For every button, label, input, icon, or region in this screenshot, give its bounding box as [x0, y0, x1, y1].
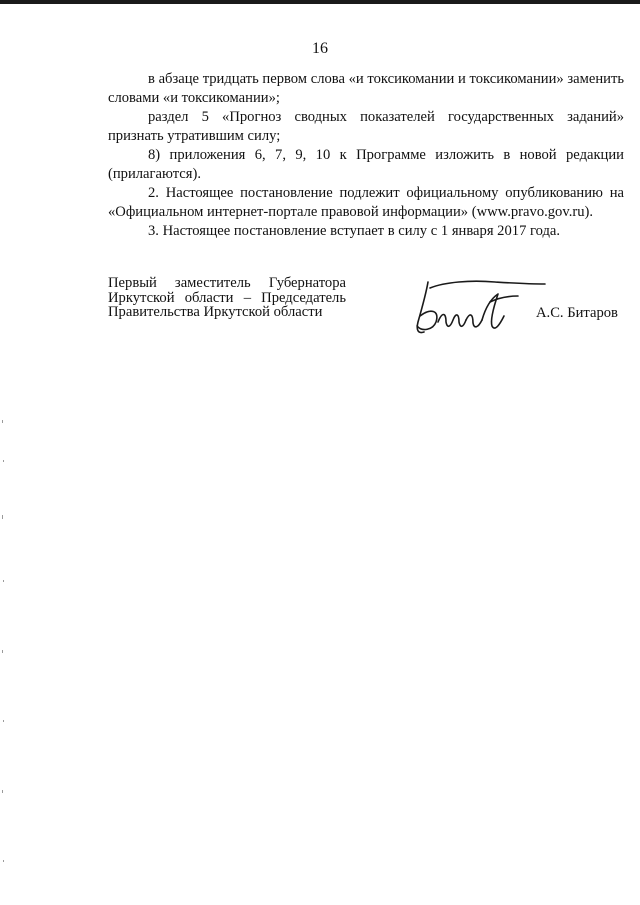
paragraph-razdel-5: раздел 5 «Прогноз сводных показателей государственных заданий» признать утратившим силу;: [108, 109, 624, 144]
paragraph-publication: 2. Настоящее постановление подлежит официальному опубликованию на «Официальном интернет-портале правовой информации» (www.pravo.gov.ru).: [108, 185, 624, 220]
signer-title-line-1: Первый заместитель Губернатора: [108, 275, 346, 291]
signer-title: [108, 276, 346, 320]
scan-margin-specks: [2, 420, 5, 880]
paragraph-effective-date: 3. Настоящее постановление вступает в силу с 1 января 2017 года.: [148, 223, 561, 239]
paragraph-prilozheniya: 8) приложения 6, 7, 9, 10 к Программе изложить в новой редакции (прилагаются).: [108, 147, 624, 182]
signer-name: А.С. Битаров: [536, 305, 618, 321]
scan-top-edge: [0, 0, 640, 4]
signer-title-line-2: Иркутской области – Председатель: [108, 289, 346, 306]
page-number: 16: [312, 40, 328, 57]
signer-title-line-3: Правительства Иркутской области: [108, 304, 323, 320]
signature-block: [108, 276, 624, 346]
document-body: [108, 70, 624, 241]
handwritten-signature: [400, 276, 550, 342]
paragraph-abzac-31: в абзаце тридцать первом слова «и токсикомании и токсикомании» заменить словами «и токсикомании»;: [108, 71, 624, 106]
